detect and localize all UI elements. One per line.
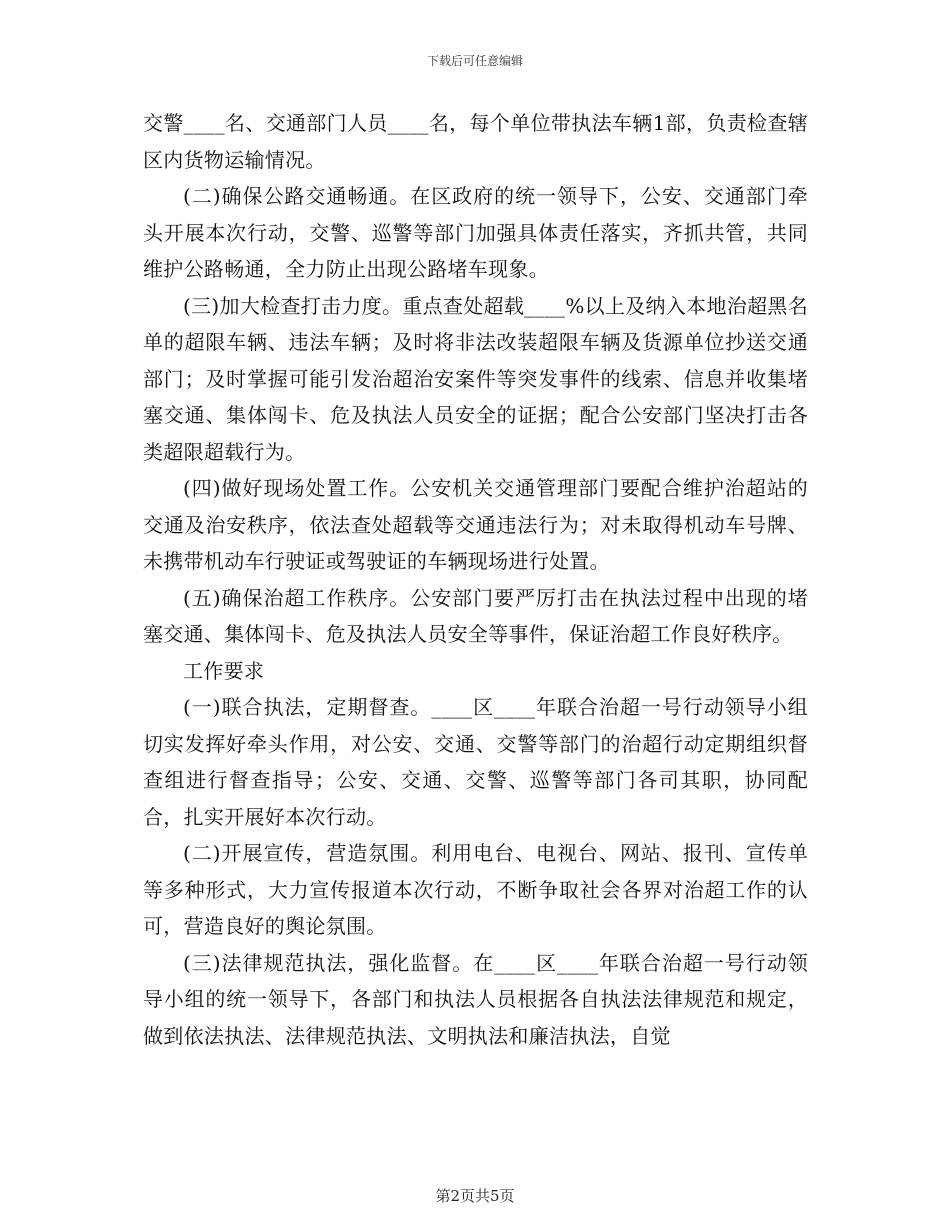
paragraph-continuation: 交警____名、交通部门人员____名，每个单位带执法车辆1部，负责检查辖区内货物运输情况。 [143,111,808,172]
requirement-item-2: (二)开展宣传，营造氛围。利用电台、电视台、网站、报刊、宣传单等多种形式，大力宣传报道本次行动，不断争取社会各界对治超工作的认可，营造良好的舆论氛围。 [143,841,808,938]
section-heading: 工作要求 [183,658,265,683]
paragraph-item-2: (二)确保公路交通畅通。在区政府的统一领导下，公安、交通部门牵头开展本次行动，交警、巡警等部门加强具体责任落实，齐抓共管，共同维护公路畅通，全力防止出现公路堵车现象。 [143,184,808,281]
document-body [143,105,808,1054]
requirement-item-1: (一)联合执法，定期督查。____区____年联合治超一号行动领导小组切实发挥好牵头作用，对公安、交通、交警等部门的治超行动定期组织督查组进行督查指导；公安、交通、交警、巡警等部门各司其职，协同配合，扎实开展好本次行动。 [143,695,808,829]
paragraph-item-3: (三)加大检查打击力度。重点查处超载____%以上及纳入本地治超黑名单的超限车辆、违法车辆；及时将非法改装超限车辆及货源单位抄送交通部门；及时掌握可能引发治超治安案件等突发事件的线索、信息并收集堵塞交通、集体闯卡、危及执法人员安全的证据；配合公安部门坚决打击各类超限超载行为。 [143,293,808,464]
requirement-item-3: (三)法律规范执法，强化监督。在____区____年联合治超一号行动领导小组的统一领导下，各部门和执法人员根据各自执法法律规范和规定，做到依法执法、法律规范执法、文明执法和廉洁执法，自觉 [143,950,808,1048]
paragraph-item-5: (五)确保治超工作秩序。公安部门要严厉打击在执法过程中出现的堵塞交通、集体闯卡、危及执法人员安全等事件，保证治超工作良好秩序。 [143,585,808,646]
paragraph-item-4: (四)做好现场处置工作。公安机关交通管理部门要配合维护治超站的交通及治安秩序，依法查处超载等交通违法行为；对未取得机动车号牌、未携带机动车行驶证或驾驶证的车辆现场进行处置。 [143,476,808,573]
page-header: 下载后可任意编辑 [426,54,523,68]
page-number: 第2页共5页 [435,1187,515,1205]
